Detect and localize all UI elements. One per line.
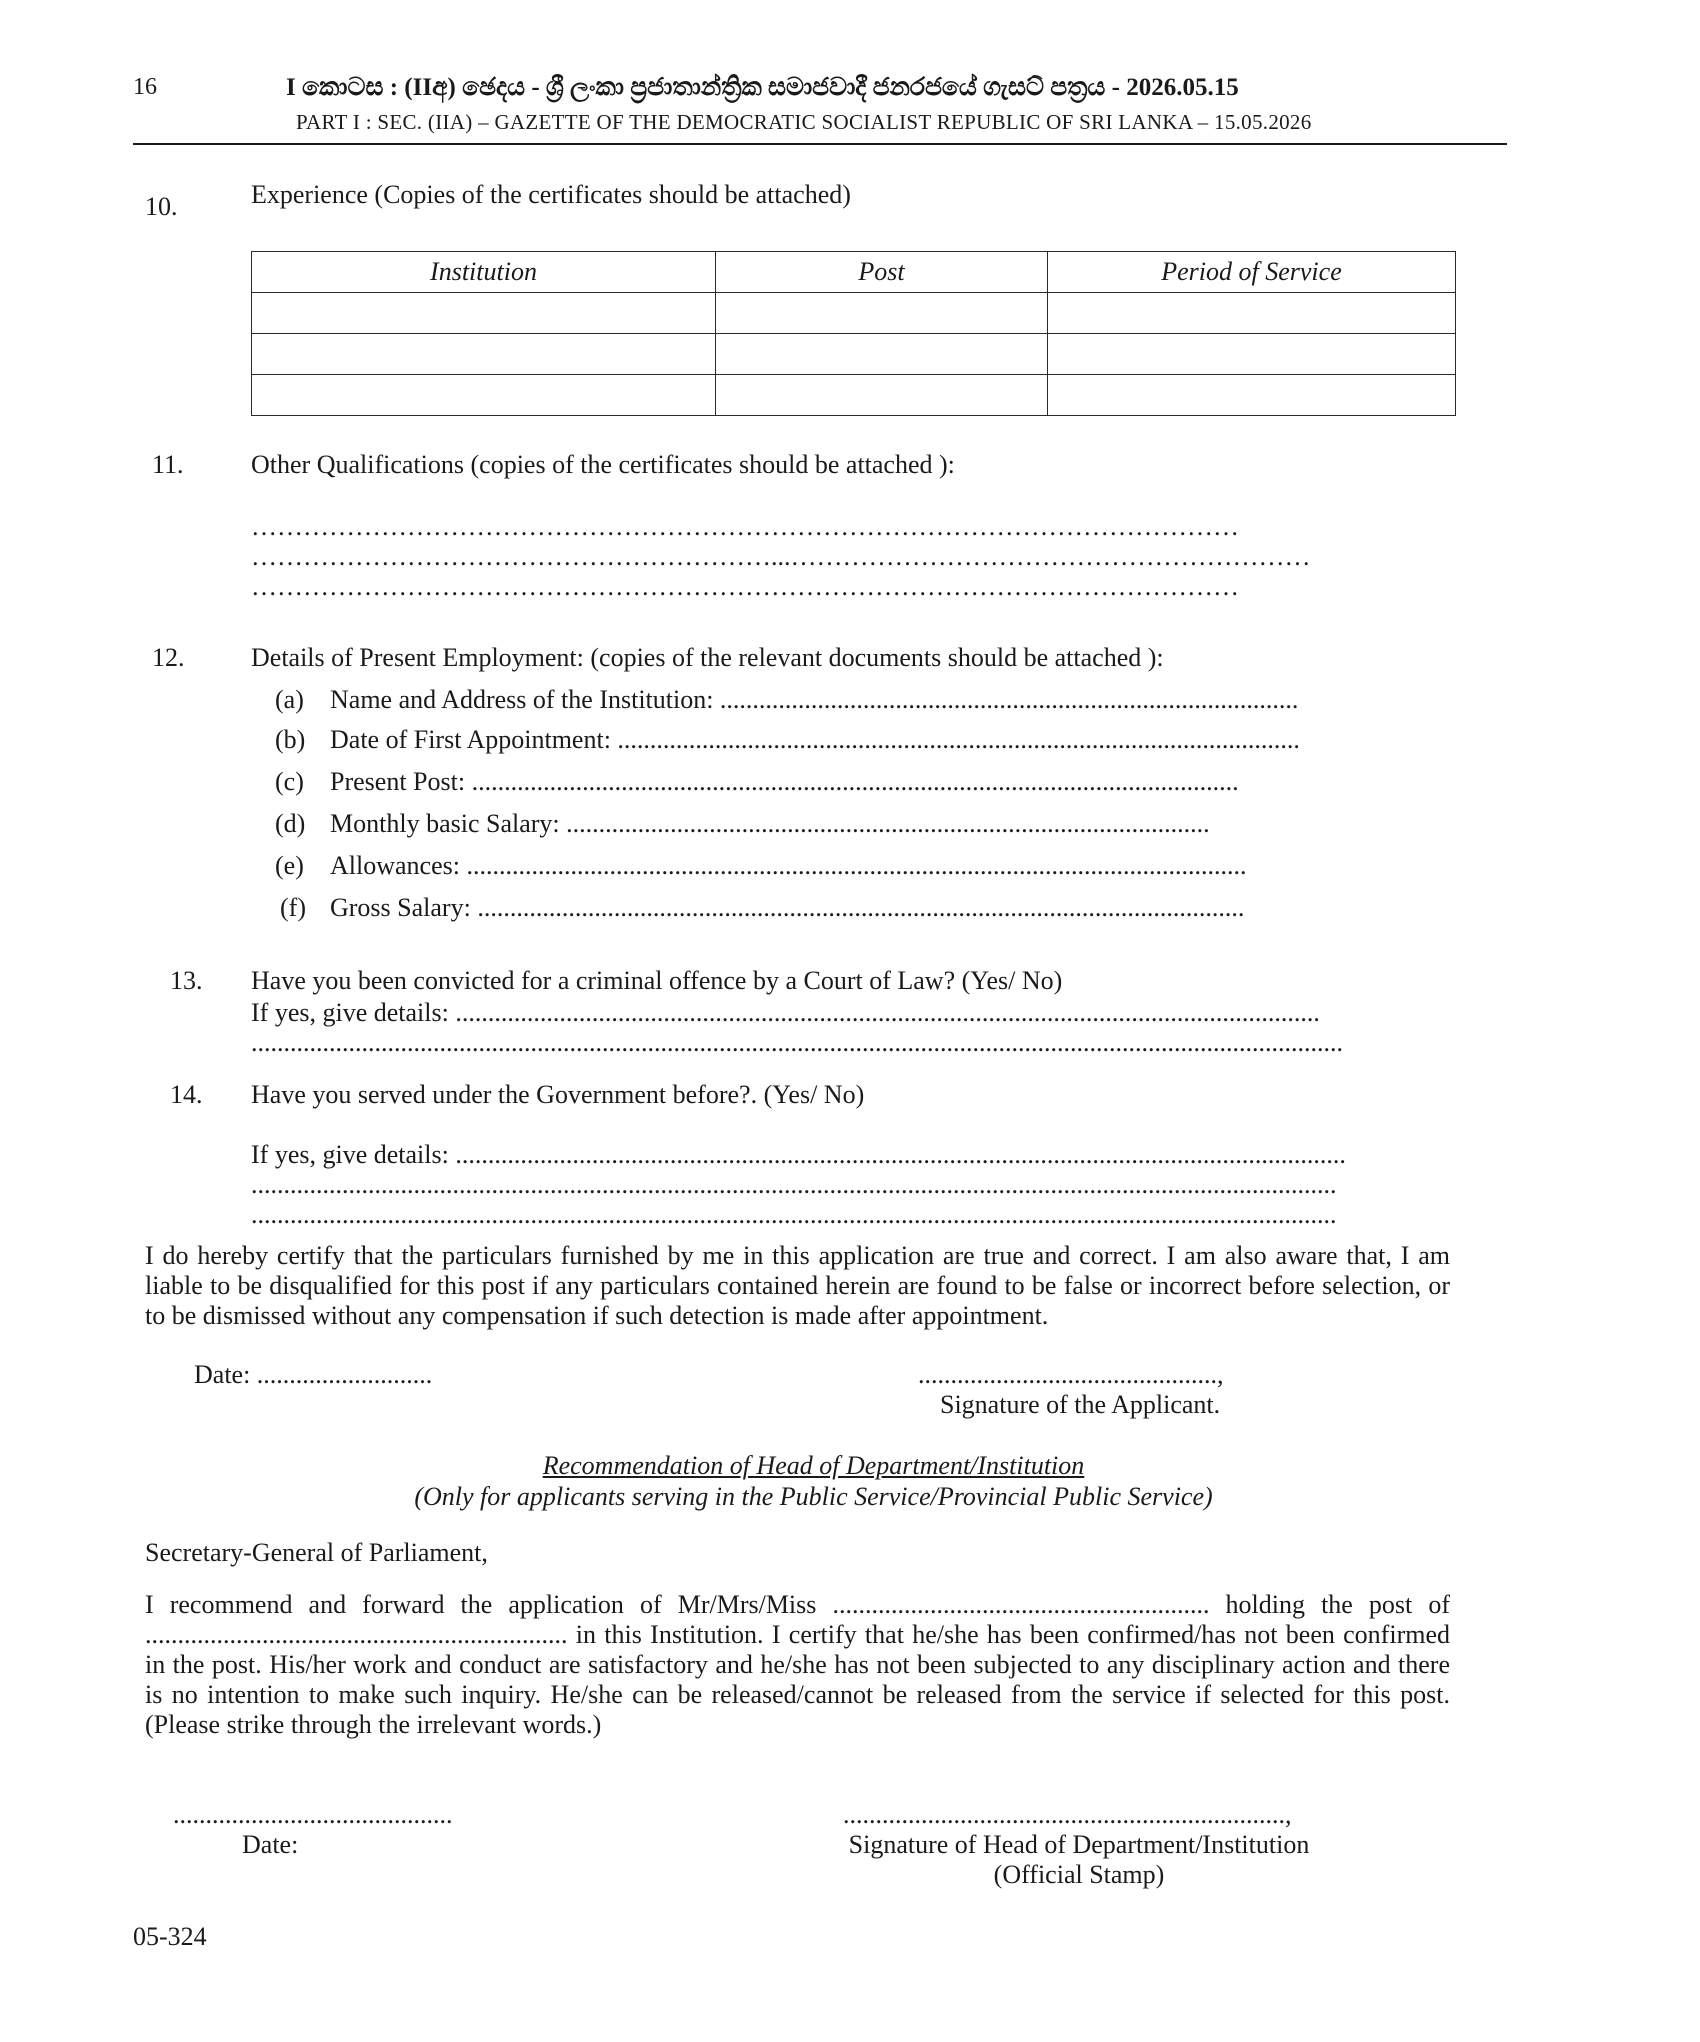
item11-line-3[interactable]: …………………………………………………………………………………………………… xyxy=(251,572,1239,601)
gazette-header-sinhala: I කොටස : (IIඅ) ඡෙදය - ශ්‍රී ලංකා ප්‍රජාතාන්ත්‍රික සමාජවාදී ජනරජයේ ගැසට් පත්‍රය - 2026.05.15 xyxy=(286,74,1239,101)
addressee: Secretary-General of Parliament, xyxy=(145,1538,488,1567)
item12-number: 12. xyxy=(152,643,185,672)
item13-details-line[interactable]: ........................................................................................................................................................................ xyxy=(251,1028,1343,1057)
experience-table xyxy=(251,251,1456,416)
item14-details-line-1[interactable]: ....................................................................................................................................................................... xyxy=(251,1170,1337,1199)
table-cell[interactable] xyxy=(1048,293,1456,334)
item13-number: 13. xyxy=(170,966,203,995)
table-cell[interactable] xyxy=(716,293,1048,334)
header-rule xyxy=(133,143,1507,145)
item12-text: Details of Present Employment: (copies of the relevant documents should be attached ): xyxy=(251,643,1164,672)
item10-number: 10. xyxy=(145,192,178,221)
applicant-date-field[interactable]: Date: ........................... xyxy=(194,1360,433,1389)
item12-d-label: (d) xyxy=(275,809,306,838)
table-row xyxy=(252,293,1456,334)
item11-text: Other Qualifications (copies of the certificates should be attached ): xyxy=(251,450,955,479)
recommendation-title: Recommendation of Head of Department/Institution xyxy=(542,1451,1085,1480)
item12-f-field[interactable]: Gross Salary: ...................................................................................................................... xyxy=(330,893,1245,922)
item11-line-1[interactable]: …………………………………………………………………………………………………… xyxy=(251,512,1239,541)
table-cell[interactable] xyxy=(1048,334,1456,375)
column-header-period: Period of Service xyxy=(1048,252,1456,293)
item12-c-field[interactable]: Present Post: ...................................................................................................................... xyxy=(330,767,1239,796)
table-cell[interactable] xyxy=(252,375,716,416)
table-header-row xyxy=(252,252,1456,293)
table-cell[interactable] xyxy=(716,375,1048,416)
item13-question: Have you been convicted for a criminal offence by a Court of Law? (Yes/ No) xyxy=(251,966,1063,995)
table-cell[interactable] xyxy=(716,334,1048,375)
certification-paragraph: I do hereby certify that the particulars furnished by me in this application are true and correct. I am also aware that, I am liable to be disqualified for this post if any particulars contained herein are found to be false or incorrect before selection, or to be dismissed without any compensation if such detection is made after appointment. xyxy=(145,1241,1450,1330)
item12-a-label: (a) xyxy=(275,685,304,714)
head-signature-line[interactable]: ...................................................................., xyxy=(843,1800,1292,1829)
item12-b-field[interactable]: Date of First Appointment: ......................................................................................................... xyxy=(330,725,1300,754)
item13-details-field[interactable]: If yes, give details: ..................................................................................................................................... xyxy=(251,998,1320,1027)
recommendation-paragraph: I recommend and forward the application of Mr/Mrs/Miss .......................................................... holding the post of ................................................................. in this Institution. I certify that he/she has been confirmed/has not been confirmed in the post. His/her work and conduct are satisfactory and he/she has not been subjected to any disciplinary action and there is no intention to make such inquiry. He/she can be released/cannot be released from the service if selected for this post. (Please strike through the irrelevant words.) xyxy=(145,1590,1450,1739)
table-cell[interactable] xyxy=(1048,375,1456,416)
item14-details-line-2[interactable]: ....................................................................................................................................................................... xyxy=(251,1200,1337,1229)
recommendation-subtitle: (Only for applicants serving in the Public Service/Provincial Public Service) xyxy=(414,1482,1213,1511)
column-header-institution: Institution xyxy=(252,252,716,293)
item11-line-2[interactable]: ……………………………………………………...…………………………………………………… xyxy=(251,542,1311,571)
column-header-post: Post xyxy=(716,252,1048,293)
item12-d-field[interactable]: Monthly basic Salary: ................................................................................................... xyxy=(330,809,1210,838)
item11-number: 11. xyxy=(152,450,184,479)
table-cell[interactable] xyxy=(252,293,716,334)
head-signature-label: Signature of Head of Department/Institution xyxy=(848,1830,1310,1859)
item14-details-field[interactable]: If yes, give details: ......................................................................................................................................... xyxy=(251,1140,1346,1169)
table-row xyxy=(252,375,1456,416)
document-code: 05-324 xyxy=(133,1922,207,1951)
item12-c-label: (c) xyxy=(275,767,304,796)
recommendation-date-label: Date: xyxy=(242,1830,299,1859)
item10-text: Experience (Copies of the certificates should be attached) xyxy=(251,180,851,209)
applicant-signature-line[interactable]: .............................................., xyxy=(918,1360,1224,1389)
table-row xyxy=(252,334,1456,375)
item14-number: 14. xyxy=(170,1080,203,1109)
official-stamp-label: (Official Stamp) xyxy=(993,1860,1165,1889)
recommendation-date-line[interactable]: ........................................... xyxy=(173,1800,453,1829)
item12-e-label: (e) xyxy=(275,851,304,880)
item12-b-label: (b) xyxy=(275,725,306,754)
applicant-signature-label: Signature of the Applicant. xyxy=(940,1390,1221,1419)
gazette-header-english: PART I : SEC. (IIA) – GAZETTE OF THE DEMOCRATIC SOCIALIST REPUBLIC OF SRI LANKA – 15.05.2026 xyxy=(296,110,1312,134)
item12-f-label: (f) xyxy=(280,893,306,922)
item12-e-field[interactable]: Allowances: ........................................................................................................................ xyxy=(330,851,1247,880)
page-number: 16 xyxy=(133,74,157,100)
item14-question: Have you served under the Government before?. (Yes/ No) xyxy=(251,1080,865,1109)
item12-a-field[interactable]: Name and Address of the Institution: ......................................................................................... xyxy=(330,685,1299,714)
table-cell[interactable] xyxy=(252,334,716,375)
